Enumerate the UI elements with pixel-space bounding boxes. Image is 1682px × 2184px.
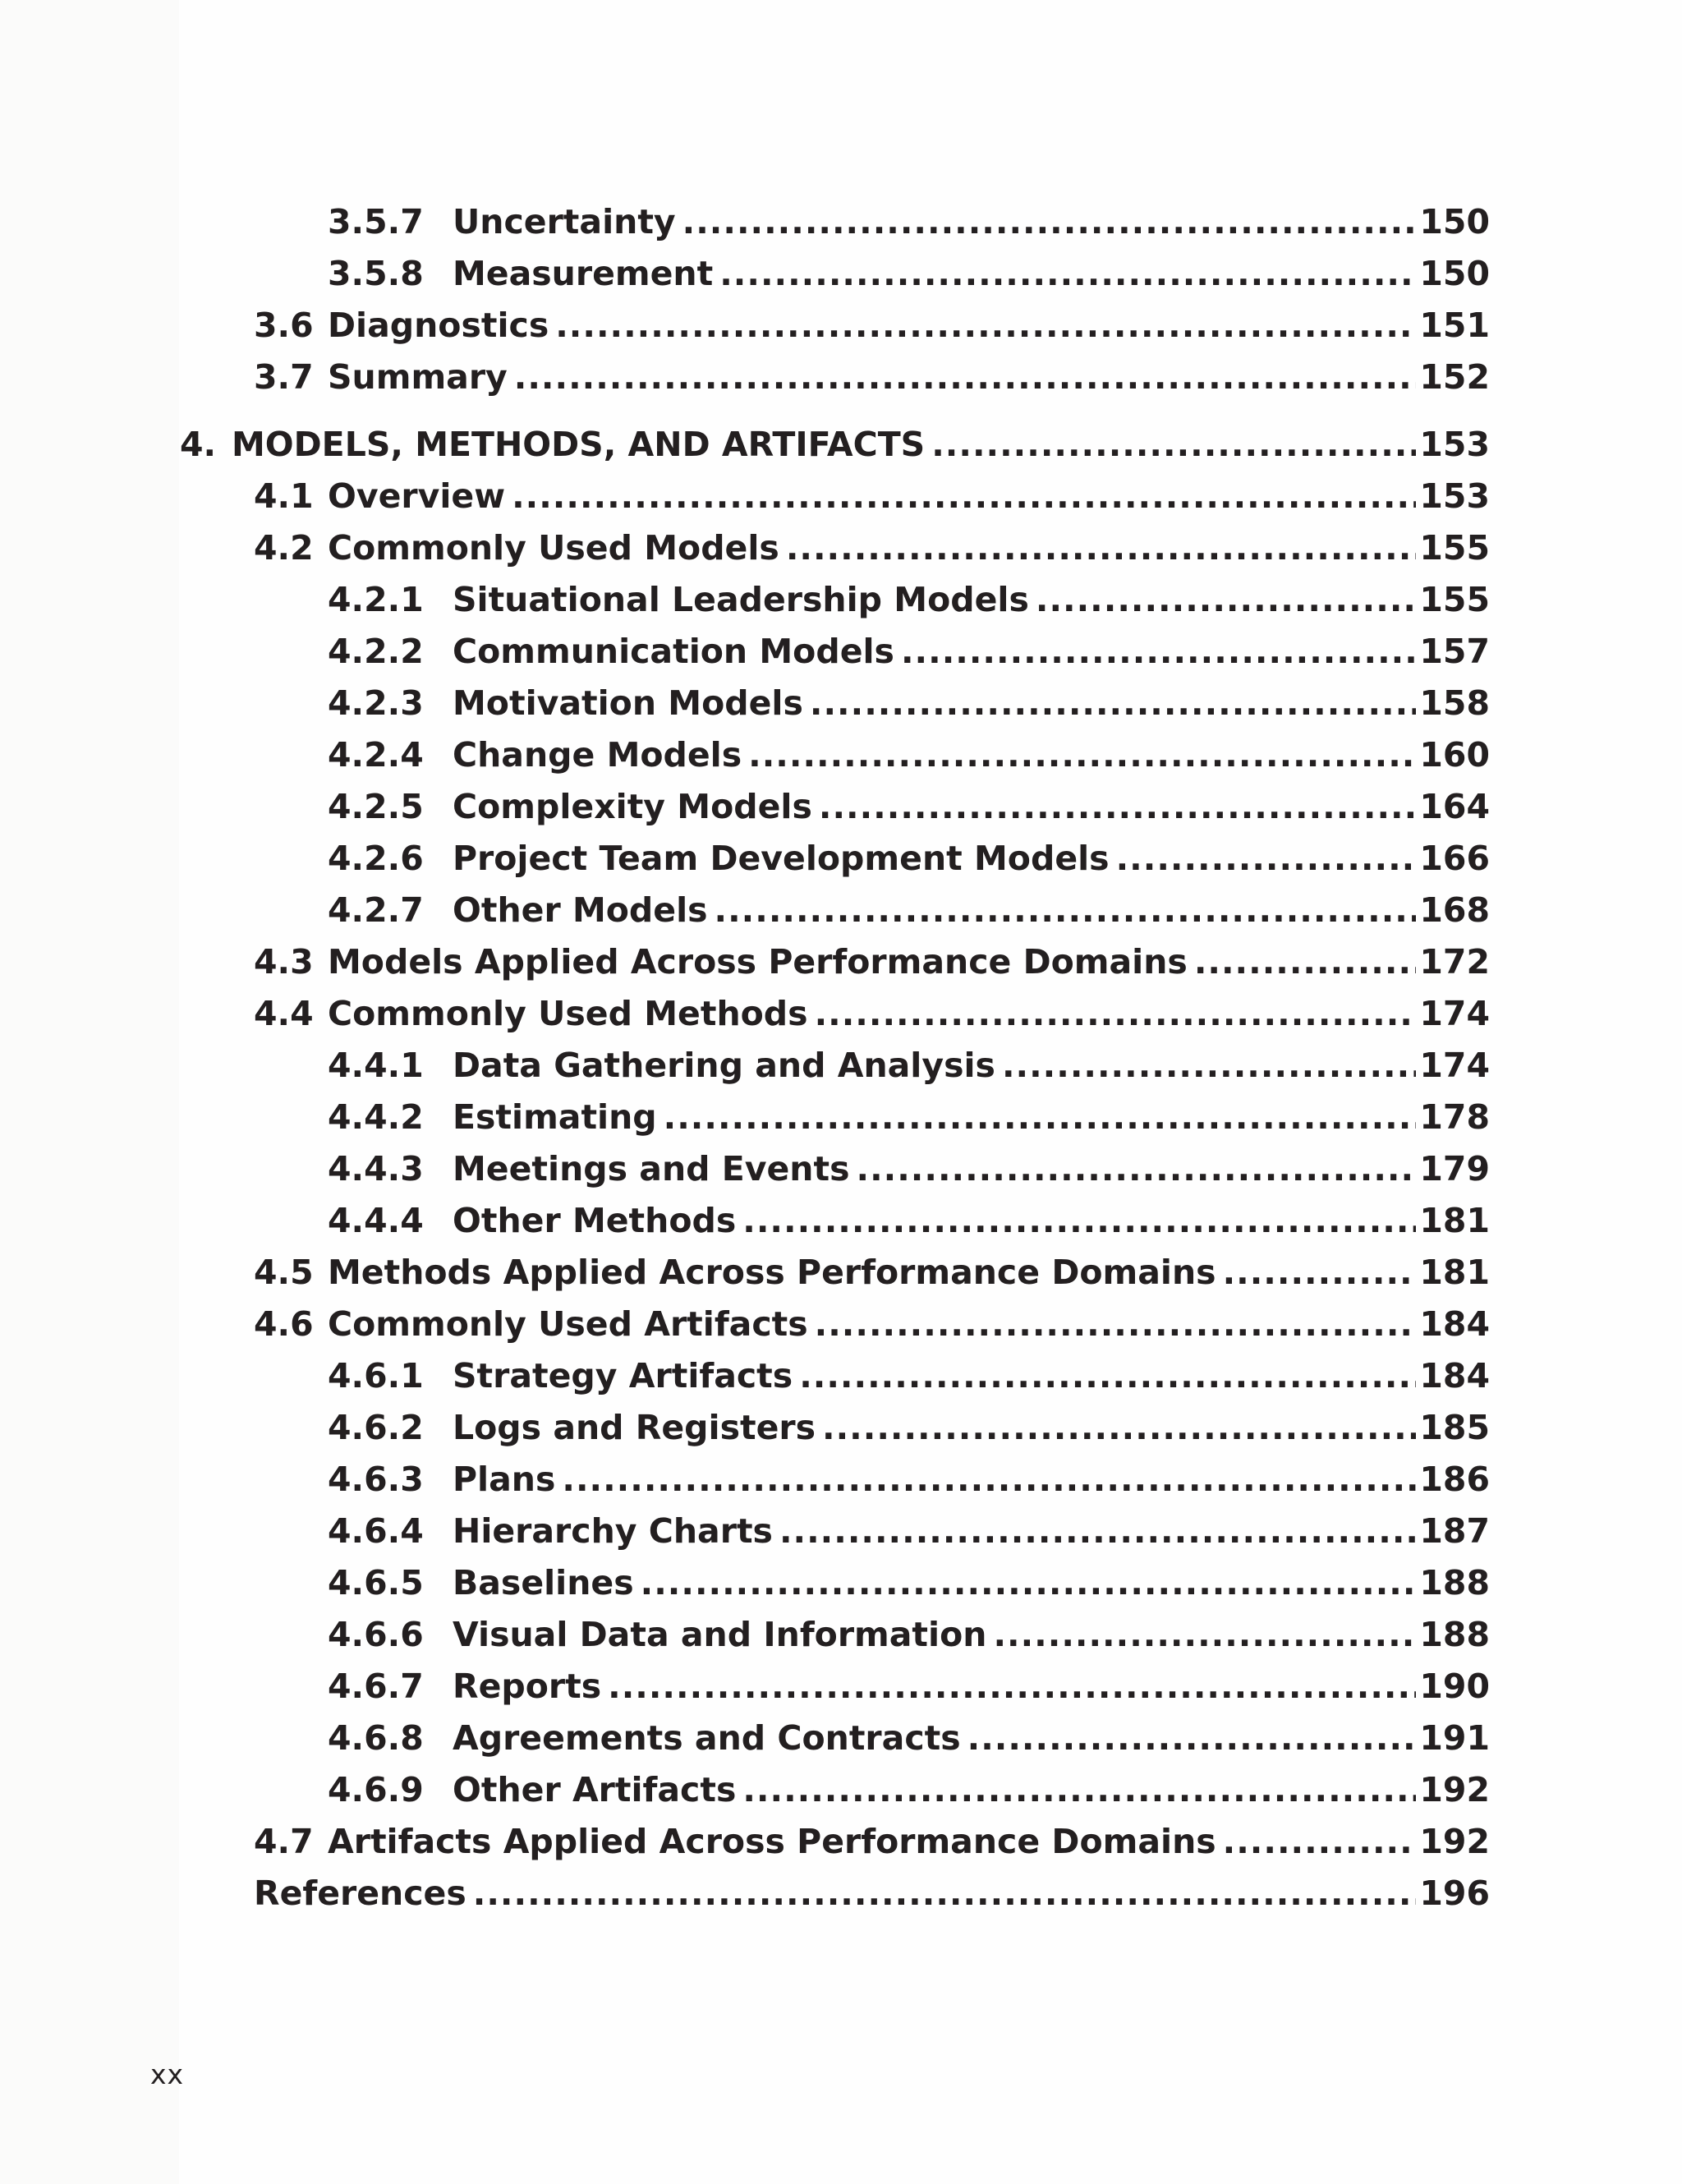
toc-entry-page: 166 [1419,839,1490,878]
dot-leader [1223,1818,1417,1864]
toc-entry-line [232,421,1490,467]
toc-entry[interactable] [0,1405,1682,1451]
dot-leader [608,1663,1416,1709]
toc-entry-title: Artifacts Applied Across Performance Domains [328,1822,1216,1861]
toc-entry[interactable] [0,628,1682,674]
toc-entry[interactable] [0,1198,1682,1244]
toc-entry-page: 150 [1419,254,1490,293]
toc-entry-number: 4.2.6 [328,839,424,878]
toc-entry-line [453,628,1490,674]
toc-entry-title: Baselines [453,1563,634,1602]
toc-entry-title: Overview [328,476,506,516]
toc-entry[interactable] [0,1663,1682,1709]
toc-entry[interactable] [0,1249,1682,1295]
dot-leader [967,1715,1417,1761]
toc-entry-title: Reports [453,1667,602,1706]
toc-entry-title: Meetings and Events [453,1149,850,1189]
toc-entry-page: 152 [1419,357,1490,397]
dot-leader [901,628,1416,674]
toc-entry-line [453,1508,1490,1554]
toc-entry-title: Strategy Artifacts [453,1356,793,1395]
toc-entry-line [453,680,1490,726]
toc-entry[interactable] [0,1456,1682,1502]
toc-entry[interactable] [0,473,1682,519]
toc-entry-page: 188 [1419,1615,1490,1654]
toc-entry-number: 4.1 [254,476,314,516]
toc-entry-page: 155 [1419,528,1490,568]
toc-entry-title: Models Applied Across Performance Domains [328,942,1188,982]
toc-entry-page: 185 [1419,1408,1490,1447]
toc-entry-title: Other Methods [453,1201,737,1240]
dot-leader [682,199,1417,245]
toc-entry-title: Situational Leadership Models [453,580,1029,619]
toc-entry-number: 4.7 [254,1822,314,1861]
toc-entry-title: Project Team Development Models [453,839,1110,878]
dot-leader [562,1456,1416,1502]
toc-entry-page: 179 [1419,1149,1490,1189]
toc-entry-title: Other Models [453,890,708,930]
toc-entry-line [453,1353,1490,1399]
toc-entry[interactable] [0,1870,1682,1916]
toc-entry-line [453,1456,1490,1502]
toc-entry-line [453,732,1490,778]
toc-entry[interactable] [0,1146,1682,1192]
dot-leader [810,680,1417,726]
toc-entry-title: Data Gathering and Analysis [453,1046,995,1085]
toc-entry-number: 4.4.4 [328,1201,424,1240]
dot-leader [799,1353,1416,1399]
toc-entry[interactable] [0,354,1682,400]
toc-entry-page: 157 [1419,632,1490,671]
toc-entry[interactable] [0,732,1682,778]
dot-leader [514,354,1417,400]
toc-entry-page: 158 [1419,683,1490,723]
dot-leader [1116,835,1417,881]
toc-entry-number: 3.5.7 [328,202,424,241]
toc-entry[interactable] [0,1612,1682,1658]
toc-entry-page: 155 [1419,580,1490,619]
toc-entry-number: 4.6.5 [328,1563,424,1602]
toc-entry-page: 192 [1419,1770,1490,1809]
toc-entry-line [328,302,1490,348]
toc-entry-title: Complexity Models [453,787,812,826]
toc-entry-page: 196 [1419,1874,1490,1913]
toc-entry-title: Commonly Used Models [328,528,779,568]
toc-entry-title: Communication Models [453,632,894,671]
toc-entry[interactable] [0,302,1682,348]
toc-entry-number: 3.5.8 [328,254,424,293]
dot-leader [512,473,1416,519]
dot-leader [473,1870,1417,1916]
dot-leader [1036,577,1417,623]
toc-entry[interactable] [0,577,1682,623]
toc-entry-line [328,1249,1490,1295]
toc-entry-number: 4.3 [254,942,314,982]
toc-entry[interactable] [0,1094,1682,1140]
toc-entry-line [453,199,1490,245]
toc-entry-page: 150 [1419,202,1490,241]
toc-entry-number: 4.4.2 [328,1097,424,1137]
toc-entry[interactable] [0,680,1682,726]
toc-entry-number: 3.7 [254,357,314,397]
toc-entry-title: Other Artifacts [453,1770,737,1809]
toc-entry-page: 172 [1419,942,1490,982]
toc-entry-page: 187 [1419,1511,1490,1551]
toc-entry-page: 184 [1419,1304,1490,1344]
toc-entry-number: 4.6.4 [328,1511,424,1551]
toc-entry-number: 4. [180,425,217,464]
toc-entry[interactable] [0,1560,1682,1606]
dot-leader [857,1146,1417,1192]
toc-entry-page: 174 [1419,994,1490,1033]
page-number-footer: xx [150,2058,185,2090]
toc-entry-page: 191 [1419,1718,1490,1758]
toc-entry-line [328,473,1490,519]
toc-entry-line [453,1612,1490,1658]
toc-entry-line [453,1767,1490,1813]
dot-leader [742,1198,1416,1244]
toc-entry-number: 4.2.4 [328,735,424,775]
toc-entry[interactable] [0,525,1682,571]
toc-entry-line [254,1870,1490,1916]
toc-entry-page: 184 [1419,1356,1490,1395]
toc-entry-line [328,354,1490,400]
toc-entry-title: Agreements and Contracts [453,1718,961,1758]
toc-entry-number: 4.6.9 [328,1770,424,1809]
toc-entry-title: Logs and Registers [453,1408,816,1447]
toc-entry-line [453,577,1490,623]
toc-entry-page: 181 [1419,1253,1490,1292]
toc-entry-number: 4.4 [254,994,314,1033]
toc-entry-line [453,887,1490,933]
toc-entry-line [453,1560,1490,1606]
toc-entry-line [453,1198,1490,1244]
toc-entry-title: Estimating [453,1097,657,1137]
toc-entry-title: Change Models [453,735,742,775]
toc-entry-number: 4.2.5 [328,787,424,826]
dot-leader [742,1767,1416,1813]
toc-entry-page: 153 [1419,425,1490,464]
toc-entry-line [453,251,1490,297]
toc-entry-page: 178 [1419,1097,1490,1137]
toc-entry-title: Motivation Models [453,683,803,723]
toc-entry-line [328,991,1490,1037]
dot-leader [664,1094,1417,1140]
dot-leader [993,1612,1416,1658]
toc-entry-line [453,1663,1490,1709]
toc-entry-title: Commonly Used Methods [328,994,808,1033]
dot-leader [815,1301,1417,1347]
toc-entry-title: Diagnostics [328,306,549,345]
dot-leader [1223,1249,1417,1295]
toc-entry-page: 160 [1419,735,1490,775]
toc-entry-line [453,1715,1490,1761]
dot-leader [786,525,1417,571]
toc-entry-page: 192 [1419,1822,1490,1861]
dot-leader [931,421,1416,467]
toc-entry-page: 151 [1419,306,1490,345]
toc-entry-page: 153 [1419,476,1490,516]
toc-entry-page: 168 [1419,890,1490,930]
toc-entry-number: 3.6 [254,306,314,345]
dot-leader [819,784,1417,830]
toc-entry-number: 4.6.3 [328,1460,424,1499]
toc-entry[interactable] [0,1715,1682,1761]
toc-entry[interactable] [0,1353,1682,1399]
dot-leader [815,991,1417,1037]
toc-entry[interactable] [0,939,1682,985]
dot-leader [715,887,1417,933]
toc-entry-title: MODELS, METHODS, AND ARTIFACTS [232,425,926,464]
toc-entry-number: 4.6.6 [328,1615,424,1654]
toc-entry-line [328,1301,1490,1347]
toc-entry[interactable] [0,1042,1682,1088]
toc-entry-number: 4.6.1 [328,1356,424,1395]
toc-entry-line [453,1146,1490,1192]
toc-entry-line [328,525,1490,571]
toc-entry[interactable] [0,1767,1682,1813]
toc-entry-line [453,1405,1490,1451]
toc-entry-number: 4.2.3 [328,683,424,723]
toc-entry[interactable] [0,887,1682,933]
toc-entry-page: 164 [1419,787,1490,826]
toc-entry-title: Measurement [453,254,714,293]
toc-entry-line [453,835,1490,881]
toc-entry-page: 190 [1419,1667,1490,1706]
toc-entry-title: Methods Applied Across Performance Domains [328,1253,1216,1292]
toc-entry[interactable] [0,1301,1682,1347]
toc-entry-title: Plans [453,1460,556,1499]
toc-entry-line [328,1818,1490,1864]
toc-entry[interactable] [0,251,1682,297]
toc-entry-title: Visual Data and Information [453,1615,987,1654]
toc-entry-number: 4.2 [254,528,314,568]
dot-leader [1002,1042,1416,1088]
toc-entry-line [453,1094,1490,1140]
toc-entry[interactable] [0,421,1682,467]
toc-entry-number: 4.4.1 [328,1046,424,1085]
toc-entry-number: 4.6.7 [328,1667,424,1706]
toc-entry-number: 4.4.3 [328,1149,424,1189]
toc-entry-page: 188 [1419,1563,1490,1602]
toc-entry-title: Uncertainty [453,202,676,241]
toc-entry-page: 181 [1419,1201,1490,1240]
dot-leader [641,1560,1417,1606]
toc-entry-number: 4.6 [254,1304,314,1344]
dot-leader [555,302,1416,348]
toc-entry-title: Summary [328,357,508,397]
toc-entry-line [453,784,1490,830]
dot-leader [822,1405,1416,1451]
toc-entry-number: 4.2.1 [328,580,424,619]
dot-leader [719,251,1416,297]
toc-entry-line [328,939,1490,985]
toc-entry-number: 4.6.8 [328,1718,424,1758]
toc-entry[interactable] [0,835,1682,881]
toc-entry[interactable] [0,784,1682,830]
toc-entry-title: Hierarchy Charts [453,1511,773,1551]
toc-entry[interactable] [0,1818,1682,1864]
toc-entry-number: 4.2.2 [328,632,424,671]
toc-entry[interactable] [0,991,1682,1037]
toc-entry-number: 4.2.7 [328,890,424,930]
toc-entry-number: 4.5 [254,1253,314,1292]
toc-entry-page: 186 [1419,1460,1490,1499]
toc-entry-number: 4.6.2 [328,1408,424,1447]
dot-leader [748,732,1416,778]
toc-entry[interactable] [0,1508,1682,1554]
toc-entry-title: References [254,1874,466,1913]
toc-entry-line [453,1042,1490,1088]
dot-leader [779,1508,1416,1554]
toc-entry-page: 174 [1419,1046,1490,1085]
toc-entry[interactable] [0,199,1682,245]
toc-entry-title: Commonly Used Artifacts [328,1304,808,1344]
dot-leader [1194,939,1417,985]
